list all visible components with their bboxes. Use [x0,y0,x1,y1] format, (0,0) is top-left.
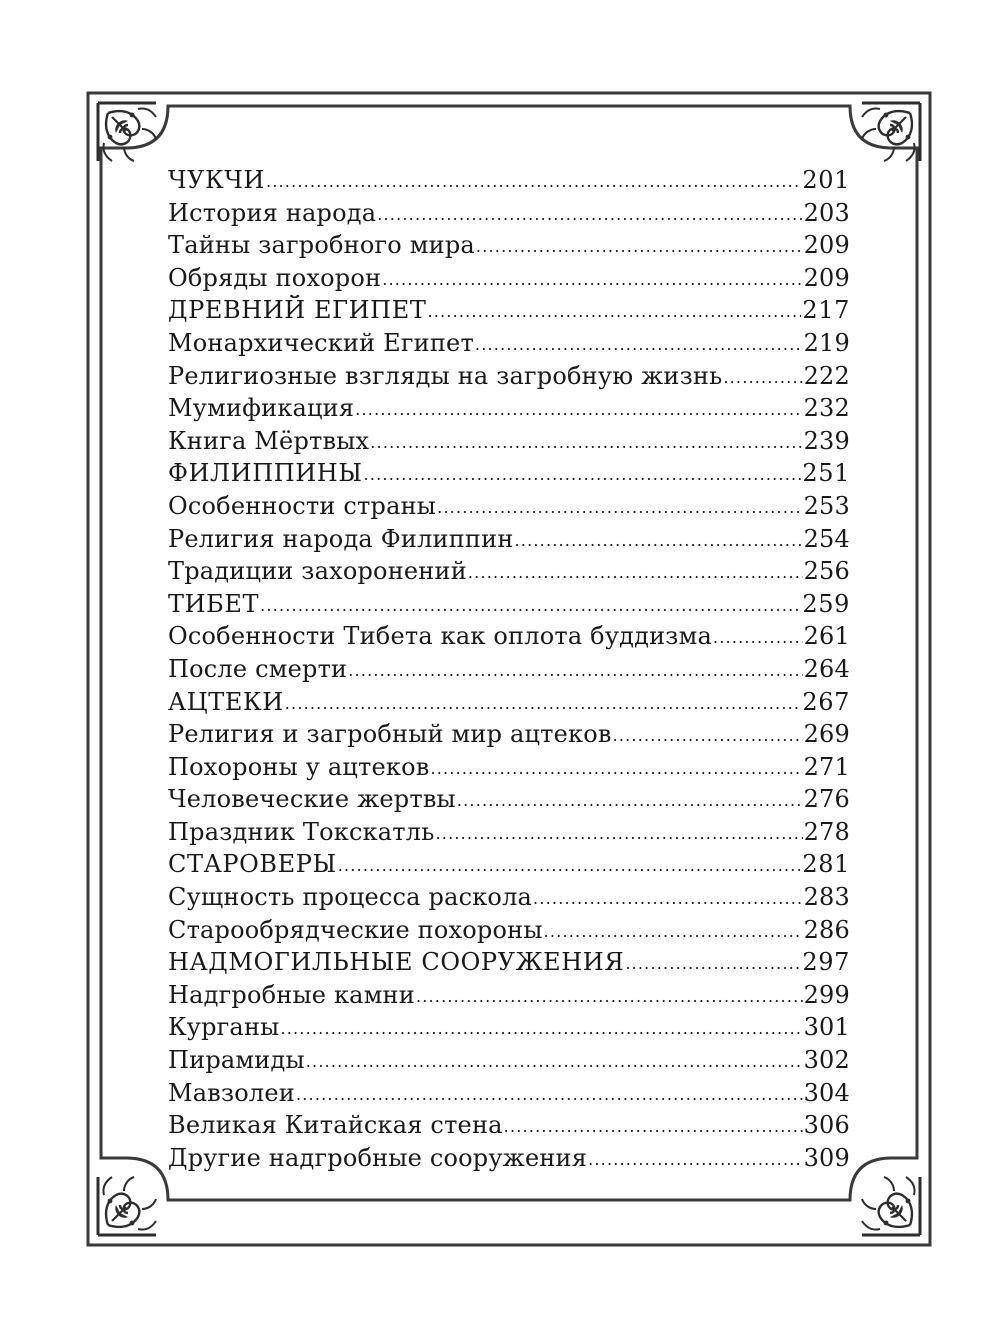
toc-entry-page-number: 264 [803,654,850,683]
toc-entry-title: Религия и загробный мир ацтеков [168,720,612,749]
floral-corner-icon [98,103,156,161]
toc-entry-page-number: 306 [803,1111,850,1140]
toc-entry-title: Традиции захоронений [168,557,467,586]
dot-leader [364,456,802,492]
toc-entry-page-number: 253 [803,491,850,520]
dot-leader [436,815,803,851]
dot-leader [260,587,801,623]
toc-entry-title: Другие надгробные сооружения [168,1143,588,1172]
dot-leader [382,261,802,297]
toc-entry-title: Великая Китайская стена [168,1111,503,1140]
toc-entry-page-number: 301 [803,1013,850,1042]
table-of-contents [168,164,850,1174]
dot-leader [468,554,803,590]
toc-entry-title: СТАРОВЕРЫ [168,850,337,879]
toc-entry-title: История народа [168,198,377,227]
toc-section-entry[interactable] [168,197,850,230]
toc-entry-title: ЧУКЧИ [168,166,265,194]
floral-corner-icon [862,1177,920,1235]
toc-entry-title: АЦТЕКИ [168,687,284,716]
toc-entry-title: Мавзолеи [168,1078,295,1107]
toc-entry-title: Праздник Токскатль [168,817,435,846]
toc-entry-page-number: 278 [803,817,850,846]
toc-entry-page-number: 209 [803,231,850,260]
dot-leader [723,359,802,395]
toc-section-entry[interactable] [168,1109,850,1142]
toc-chapter-entry[interactable] [168,294,850,327]
toc-entry-page-number: 239 [803,426,850,455]
toc-chapter-entry[interactable] [168,588,850,621]
toc-entry-title: Человеческие жертвы [168,785,456,814]
toc-entry-page-number: 217 [802,296,850,325]
toc-entry-title: НАДМОГИЛЬНЫЕ СООРУЖЕНИЯ [168,948,625,977]
toc-section-entry[interactable] [168,979,850,1012]
toc-entry-page-number: 299 [803,980,850,1009]
dot-leader [430,750,802,786]
dot-leader [625,945,801,981]
dot-leader [377,196,802,232]
toc-chapter-entry[interactable] [168,457,850,490]
toc-chapter-entry[interactable] [168,686,850,719]
toc-entry-title: Старообрядческие похороны [168,915,543,944]
toc-entry-page-number: 302 [803,1046,850,1075]
toc-section-entry[interactable] [168,490,850,523]
dot-leader [713,619,803,655]
toc-entry-page-number: 269 [803,720,850,749]
toc-entry-title: Курганы [168,1013,280,1042]
toc-entry-page-number: 281 [802,850,850,879]
toc-section-entry[interactable] [168,914,850,947]
toc-entry-page-number: 309 [803,1143,850,1172]
toc-chapter-entry[interactable] [168,164,850,197]
toc-entry-page-number: 259 [802,589,850,618]
dot-leader [427,293,801,329]
toc-entry-title: Книга Мёртвых [168,426,370,455]
toc-entry-page-number: 251 [802,459,850,488]
floral-corner-icon [98,1177,156,1235]
toc-entry-title: Особенности Тибета как оплота буддизма [168,622,712,651]
toc-entry-page-number: 219 [803,328,850,357]
toc-entry-title: Обряды похорон [168,263,382,292]
toc-entry-page-number: 271 [803,752,850,781]
toc-entry-page-number: 203 [803,198,850,227]
dot-leader [355,391,802,427]
toc-entry-page-number: 276 [803,785,850,814]
dot-leader [370,424,802,460]
dot-leader [544,913,803,949]
toc-entry-page-number: 297 [802,948,850,977]
toc-section-entry[interactable] [168,816,850,849]
toc-entry-page-number: 222 [803,361,850,390]
dot-leader [475,326,803,362]
toc-entry-page-number: 283 [803,883,850,912]
toc-section-entry[interactable] [168,523,850,556]
toc-entry-page-number: 254 [803,524,850,553]
toc-entry-title: ДРЕВНИЙ ЕГИПЕТ [168,296,427,325]
toc-entry-page-number: 201 [802,166,850,194]
dot-leader [306,1043,803,1079]
toc-entry-page-number: 267 [802,687,850,716]
toc-section-entry[interactable] [168,425,850,458]
toc-section-entry[interactable] [168,262,850,295]
toc-section-entry[interactable] [168,1044,850,1077]
dot-leader [416,978,803,1014]
toc-section-entry[interactable] [168,1077,850,1110]
toc-section-entry[interactable] [168,1011,850,1044]
dot-leader [338,847,802,883]
toc-entry-page-number: 209 [803,263,850,292]
toc-entry-title: Похороны у ацтеков [168,752,430,781]
floral-corner-icon [862,103,920,161]
toc-section-entry[interactable] [168,881,850,914]
dot-leader [588,1141,802,1177]
dot-leader [457,782,803,818]
toc-entry-page-number: 232 [803,394,850,423]
toc-entry-title: Особенности страны [168,491,437,520]
toc-entry-title: Религиозные взгляды на загробную жизнь [168,361,723,390]
dot-leader [504,1108,803,1144]
toc-section-entry[interactable] [168,360,850,393]
toc-entry-title: Пирамиды [168,1046,305,1075]
toc-section-entry[interactable] [168,620,850,653]
toc-section-entry[interactable] [168,718,850,751]
dot-leader [266,163,801,199]
toc-entry-title: Религия народа Филиппин [168,524,514,553]
dot-leader [285,685,802,721]
toc-entry-title: После смерти [168,654,348,683]
toc-section-entry[interactable] [168,555,850,588]
toc-section-entry[interactable] [168,327,850,360]
toc-entry-title: ТИБЕТ [168,589,260,618]
toc-entry-page-number: 256 [803,557,850,586]
toc-section-entry[interactable] [168,1142,850,1175]
dot-leader [533,880,803,916]
toc-entry-title: Надгробные камни [168,980,415,1009]
toc-entry-page-number: 304 [803,1078,850,1107]
toc-chapter-entry[interactable] [168,848,850,881]
dot-leader [515,522,803,558]
toc-section-entry[interactable] [168,392,850,425]
dot-leader [613,717,803,753]
dot-leader [296,1076,803,1112]
toc-entry-title: Тайны загробного мира [168,231,475,260]
toc-entry-page-number: 261 [803,622,850,651]
toc-chapter-entry[interactable] [168,946,850,979]
dot-leader [348,652,802,688]
dot-leader [437,489,802,525]
toc-entry-title: Монархический Египет [168,328,474,357]
toc-entry-title: Мумификация [168,394,355,423]
dot-leader [280,1010,802,1046]
toc-section-entry[interactable] [168,229,850,262]
toc-entry-title: Сущность процесса раскола [168,883,533,912]
toc-entry-title: ФИЛИППИНЫ [168,459,363,488]
toc-section-entry[interactable] [168,783,850,816]
dot-leader [476,228,803,264]
toc-section-entry[interactable] [168,751,850,784]
toc-section-entry[interactable] [168,653,850,686]
toc-entry-page-number: 286 [803,915,850,944]
